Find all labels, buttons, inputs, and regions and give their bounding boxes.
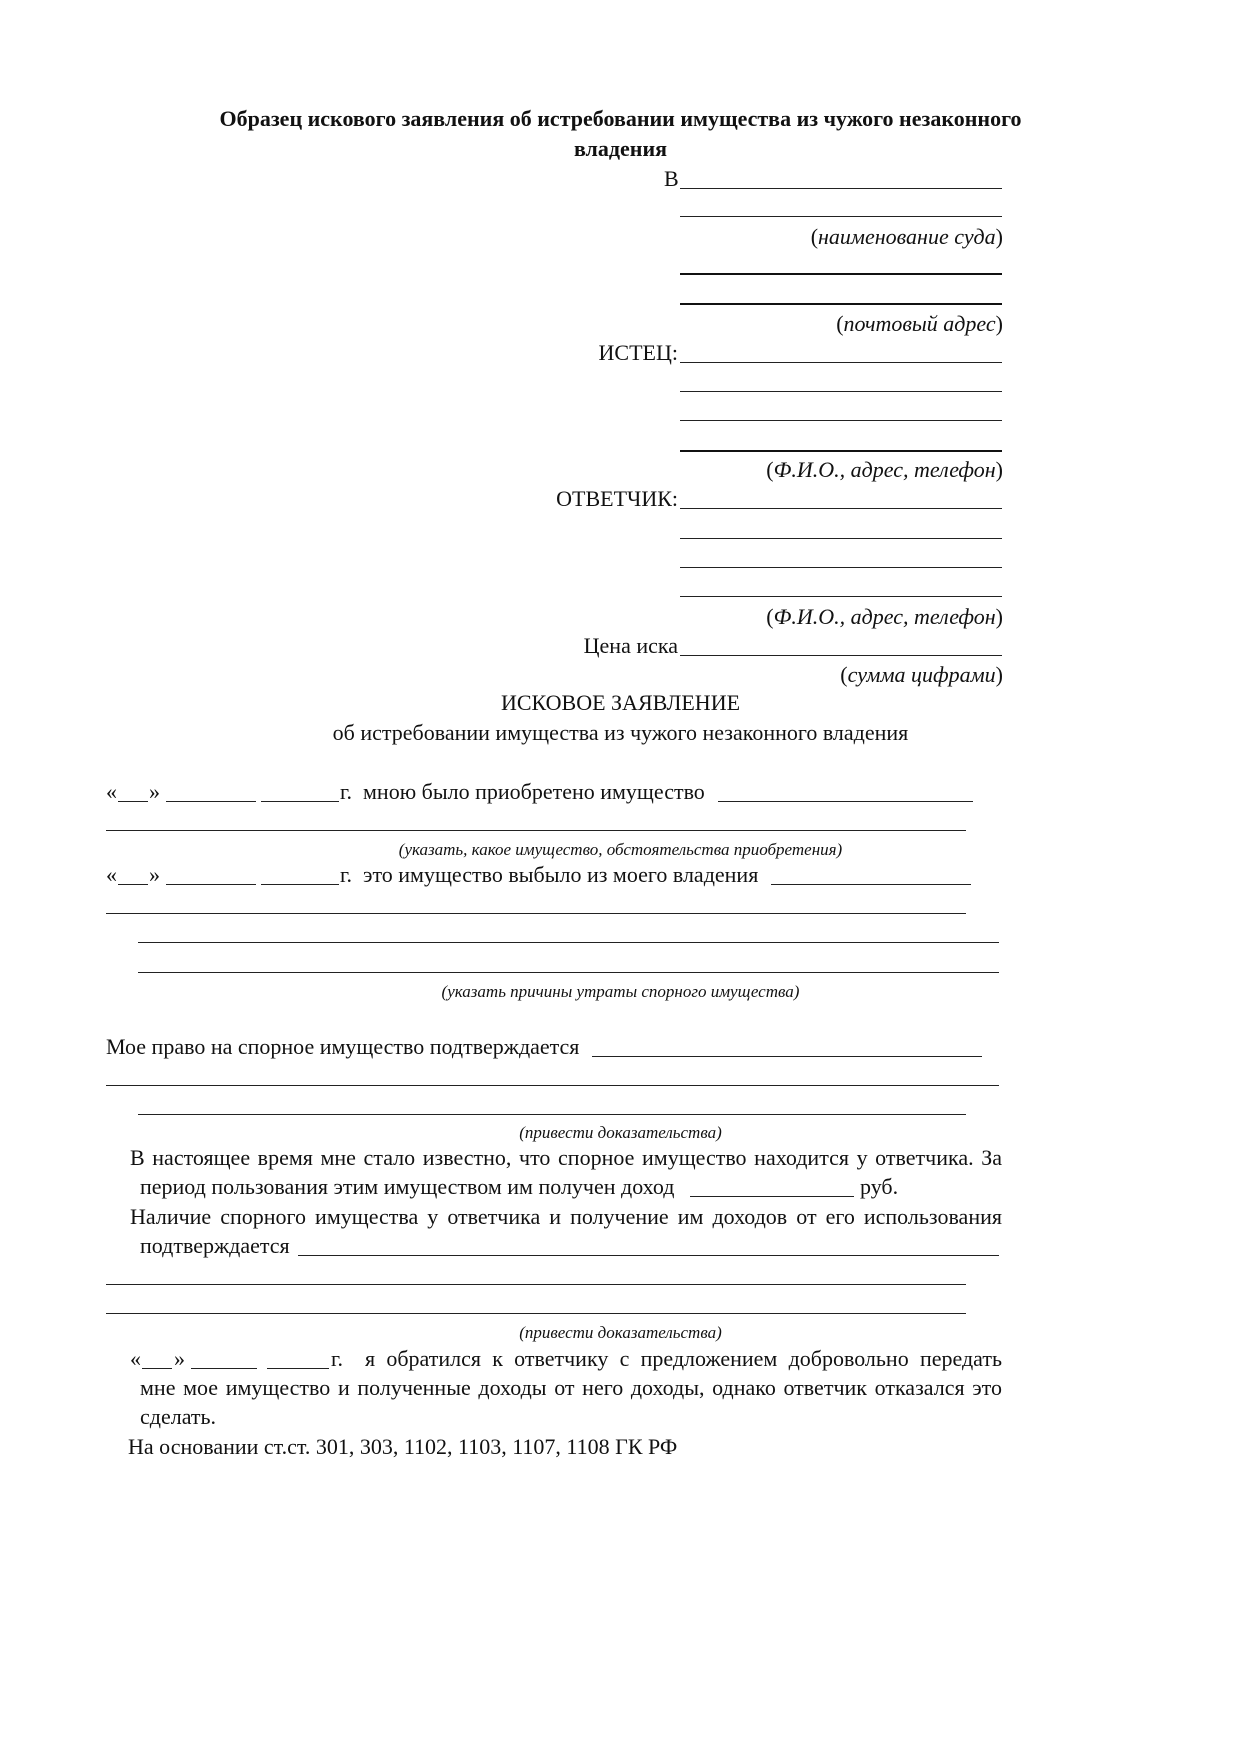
plaintiff-note: (Ф.И.О., адрес, телефон)	[766, 457, 1003, 482]
acquired-open-quote: «	[106, 779, 117, 804]
defendant-note-text: Ф.И.О., адрес, телефон	[773, 604, 996, 629]
lost-year-abbr: г.	[340, 862, 353, 887]
claim-heading: ИСКОВОЕ ЗАЯВЛЕНИЕ	[500, 690, 741, 715]
doc-title-line1: Образец искового заявления об истребовании имущества из чужого незаконного	[219, 106, 1022, 131]
defendant-line-1[interactable]	[680, 508, 1002, 509]
p3-line2: мне мое имущество и полученные доходы от него доходы, однако ответчик отказался это	[140, 1375, 1002, 1400]
right-evidence-line-1[interactable]	[592, 1056, 982, 1057]
plaintiff-label: ИСТЕЦ:	[598, 340, 678, 365]
address-line-2[interactable]	[680, 303, 1002, 305]
lost-reason-line-1[interactable]	[771, 884, 971, 885]
p1-line2b: руб.	[860, 1174, 899, 1199]
price-note-text: сумма цифрами	[847, 662, 996, 687]
defendant-line-3[interactable]	[680, 567, 1002, 568]
court-name-line-1[interactable]	[680, 188, 1002, 189]
plaintiff-line-4[interactable]	[680, 450, 1002, 452]
defendant-line-4[interactable]	[680, 596, 1002, 597]
p3-line3: сделать.	[140, 1404, 217, 1429]
lost-close-quote: »	[149, 862, 160, 887]
p1-line1: В настоящее время мне стало известно, что спорное имущество находится у ответчика. За	[130, 1145, 1002, 1170]
lost-day-line[interactable]	[118, 884, 148, 885]
defendant-note: (Ф.И.О., адрес, телефон)	[766, 604, 1003, 629]
acquired-year-line[interactable]	[261, 801, 339, 802]
right-text: Мое право на спорное имущество подтверждается	[106, 1034, 580, 1059]
p2-line1: Наличие спорного имущества у ответчика и получение им доходов от его использования	[130, 1204, 1002, 1229]
p2-evidence-line-2[interactable]	[106, 1284, 966, 1285]
evidence-note: (привести доказательства)	[519, 1123, 722, 1142]
price-line[interactable]	[680, 655, 1002, 656]
acquired-item-line[interactable]	[718, 801, 973, 802]
claim-subheading: об истребовании имущества из чужого незаконного владения	[332, 720, 909, 745]
lost-reason-line-2[interactable]	[106, 913, 966, 914]
plaintiff-line-1[interactable]	[680, 362, 1002, 363]
lost-note: (указать причины утраты спорного имущества)	[441, 982, 800, 1001]
plaintiff-note-text: Ф.И.О., адрес, телефон	[773, 457, 996, 482]
address-line-1[interactable]	[680, 273, 1002, 275]
p2-evidence-line-3[interactable]	[106, 1313, 966, 1314]
address-note: (почтовый адрес)	[836, 311, 1003, 336]
lost-reason-line-4[interactable]	[138, 972, 999, 973]
acquired-note: (указать, какое имущество, обстоятельства приобретения)	[398, 840, 843, 859]
right-evidence-line-3[interactable]	[138, 1114, 966, 1115]
acquired-day-line[interactable]	[118, 801, 148, 802]
acquired-details-line[interactable]	[106, 830, 966, 831]
p1-line2a: период пользования этим имуществом им получен доход	[140, 1174, 675, 1199]
plaintiff-line-3[interactable]	[680, 420, 1002, 421]
price-note: (сумма цифрами)	[840, 662, 1003, 687]
lost-text: это имущество выбыло из моего владения	[363, 862, 759, 887]
address-note-text: почтовый адрес	[843, 311, 996, 336]
evidence-note-2: (привести доказательства)	[519, 1323, 722, 1342]
acquired-close-quote: »	[149, 779, 160, 804]
p3-year-abbr: г.	[331, 1346, 344, 1371]
acquired-year-abbr: г.	[340, 779, 353, 804]
p3-month-line[interactable]	[191, 1368, 257, 1369]
court-name-line-2[interactable]	[680, 216, 1002, 217]
p3-line1: я обратился к ответчику с предложением добровольно передать	[365, 1346, 1002, 1371]
doc-title-line2: владения	[573, 136, 668, 161]
to-label: В	[664, 166, 679, 191]
lost-month-line[interactable]	[166, 884, 256, 885]
income-amount-line[interactable]	[690, 1196, 854, 1197]
legal-basis: На основании ст.ст. 301, 303, 1102, 1103, 1107, 1108 ГК РФ	[128, 1434, 678, 1459]
p3-year-line[interactable]	[267, 1368, 329, 1369]
price-label: Цена иска	[583, 633, 678, 658]
p2-evidence-line-1[interactable]	[298, 1255, 999, 1256]
plaintiff-line-2[interactable]	[680, 391, 1002, 392]
p3-day-line[interactable]	[142, 1368, 172, 1369]
court-note: (наименование суда)	[810, 224, 1003, 249]
acquired-month-line[interactable]	[166, 801, 256, 802]
lost-year-line[interactable]	[261, 884, 339, 885]
acquired-text: мною было приобретено имущество	[363, 779, 705, 804]
lost-open-quote: «	[106, 862, 117, 887]
lost-reason-line-3[interactable]	[138, 942, 999, 943]
p3-close-quote: »	[174, 1346, 185, 1371]
defendant-line-2[interactable]	[680, 538, 1002, 539]
p3-open-quote: «	[130, 1346, 141, 1371]
defendant-label: ОТВЕТЧИК:	[556, 486, 678, 511]
p2-line2: подтверждается	[140, 1233, 290, 1258]
court-note-text: наименование суда	[818, 224, 996, 249]
right-evidence-line-2[interactable]	[106, 1085, 999, 1086]
